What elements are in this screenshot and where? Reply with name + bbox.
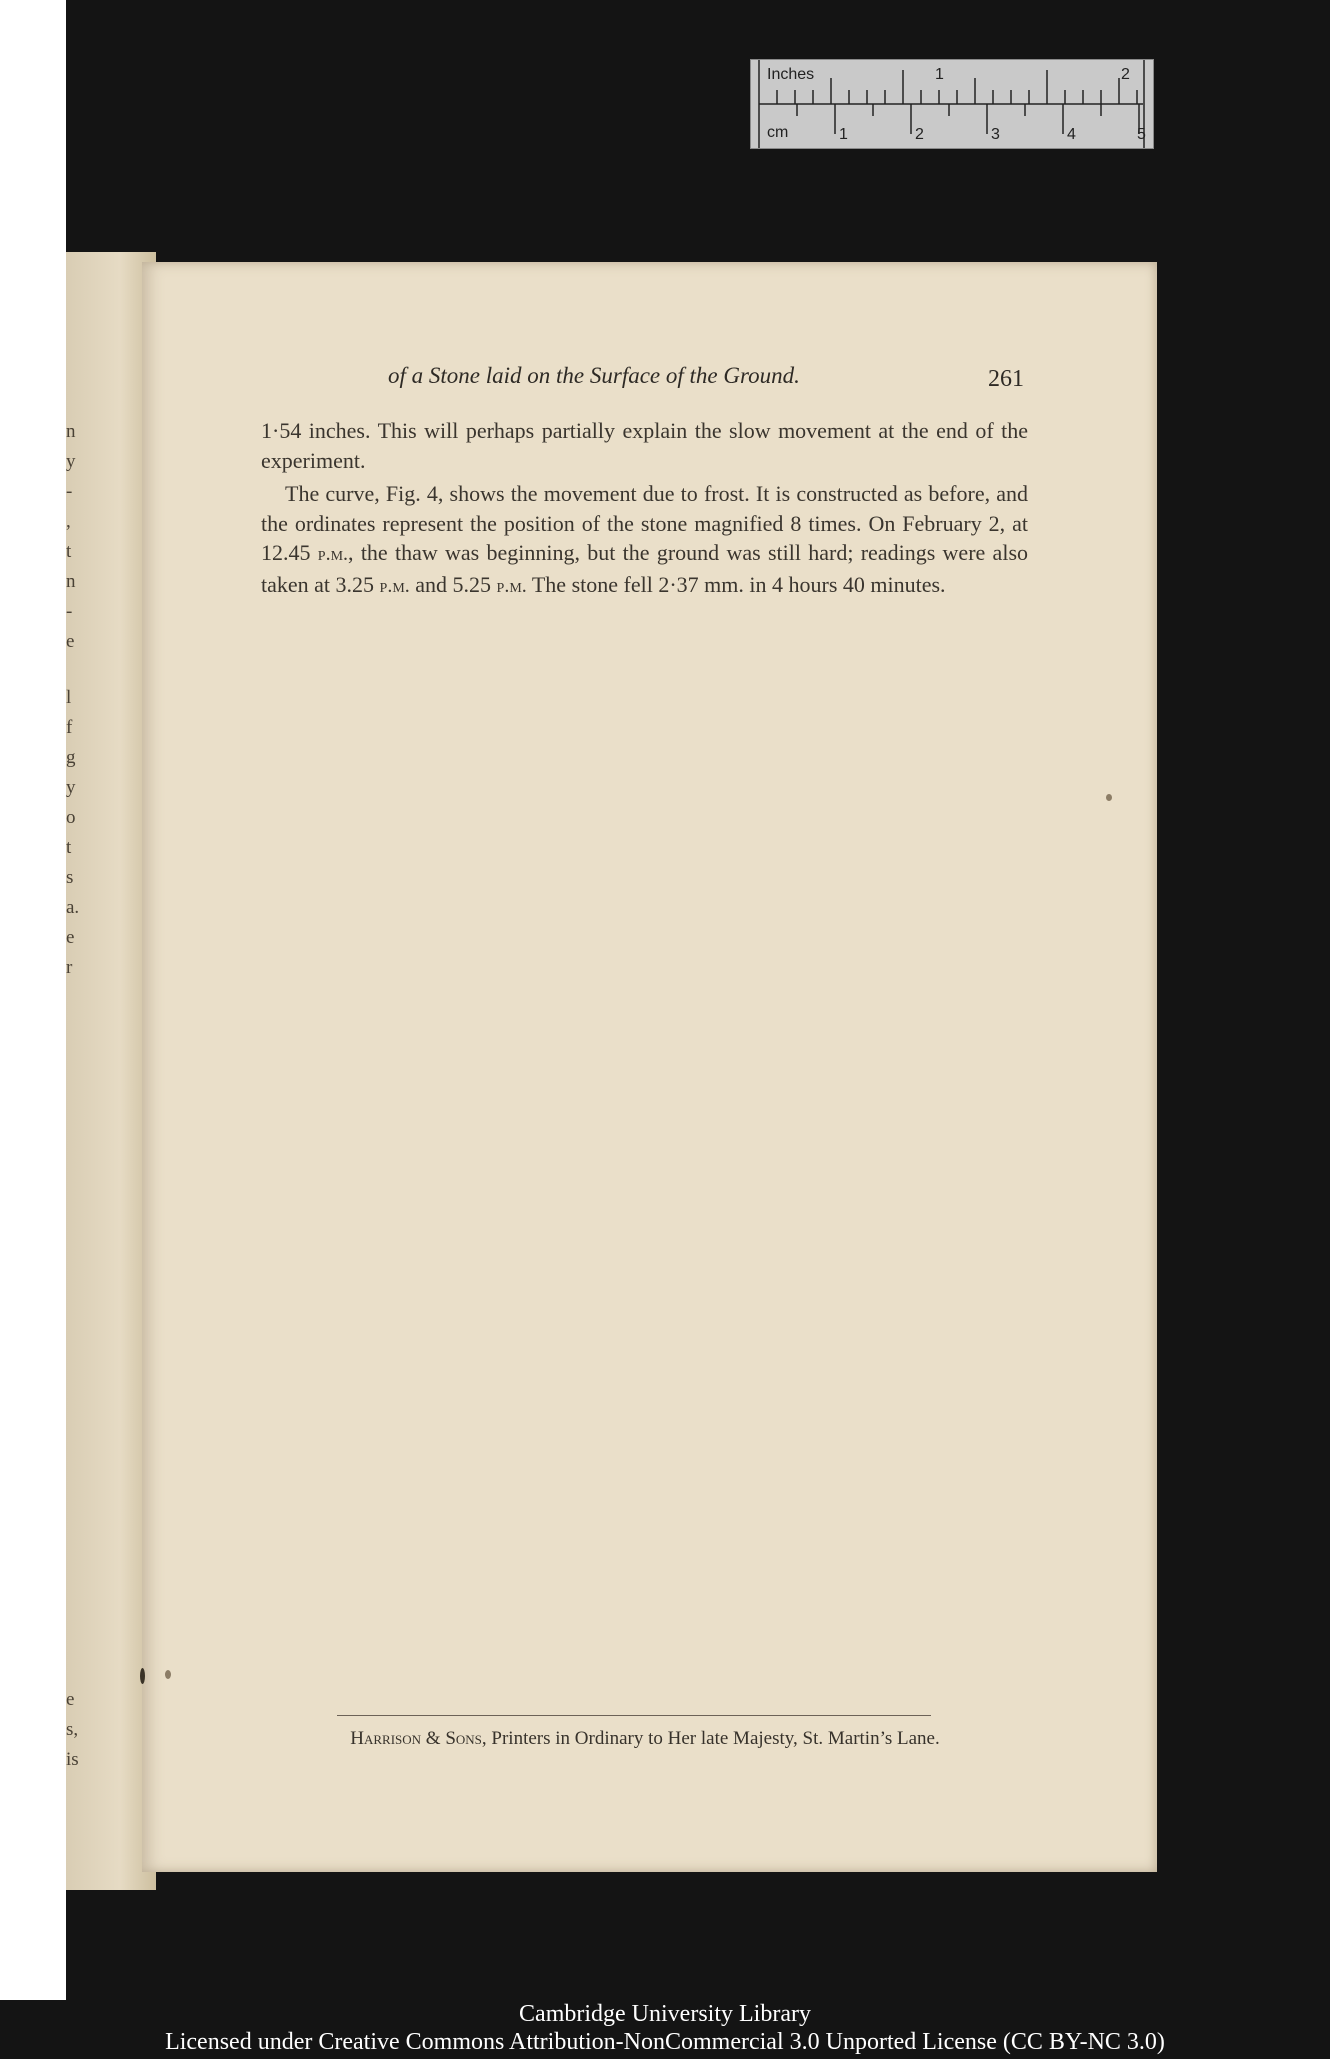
printer-imprint	[265, 1728, 1025, 1750]
prev-letter: l	[66, 687, 72, 708]
binding-hole	[140, 1668, 145, 1684]
ruler-cm-number: 5	[1137, 126, 1146, 143]
printer-name: Harrison & Sons	[350, 1728, 482, 1749]
prev-letter: s,	[66, 1719, 79, 1740]
text-run: The curve, Fig. 4, shows the movement due to frost. It is constructed as before, and the ordinates represent the position of the stone magnified 8 times. On February 2, at 12.45	[261, 481, 1028, 565]
pm-abbreviation: p.m.	[379, 574, 410, 597]
scale-ruler	[750, 59, 1154, 149]
ruler-cm-number: 4	[1067, 126, 1076, 143]
text-run: and 5.25	[409, 571, 492, 597]
prev-letter: f	[66, 717, 73, 738]
pm-abbreviation: p.m.	[317, 543, 349, 565]
ruler-inch-number: 2	[1121, 66, 1130, 83]
prev-letter: -	[66, 601, 73, 622]
pm-abbreviation: p.m.	[496, 574, 527, 597]
footer-rule	[337, 1715, 931, 1716]
body-text	[261, 416, 1028, 601]
prev-letter: n	[66, 571, 76, 592]
prev-letter: n	[66, 421, 76, 442]
prev-letter: is	[66, 1749, 79, 1770]
paper-spot	[1106, 794, 1112, 801]
prev-letter: y	[66, 451, 76, 472]
printer-details: , Printers in Ordinary to Her late Majesty, St. Martin’s Lane.	[481, 1728, 940, 1749]
page-number: 261	[988, 366, 1024, 392]
prev-letter: t	[66, 837, 72, 858]
credit-license: Licensed under Creative Commons Attribution-NonCommercial 3.0 Unported License (CC BY-NC 3.0)	[165, 2029, 1165, 2055]
paper-spot	[165, 1670, 171, 1679]
paragraph	[261, 479, 1028, 601]
prev-letter: e	[66, 927, 75, 948]
ruler-cm-number: 3	[991, 126, 1000, 143]
ruler-cm-number: 1	[839, 126, 848, 143]
text-run: , the thaw was beginning, but the ground was still hard; readings were also taken at 3.25	[261, 540, 1029, 597]
ruler-inch-number: 1	[935, 66, 944, 83]
prev-letter: o	[66, 807, 76, 828]
paragraph: 1·54 inches. This will perhaps partially explain the slow movement at the end of the experiment.	[261, 418, 1028, 473]
credit-banner	[0, 2000, 1330, 2059]
ruler-cm-label: cm	[767, 124, 789, 141]
prev-letter: r	[66, 957, 73, 978]
ruler-cm-number: 2	[915, 126, 924, 143]
running-head: of a Stone laid on the Surface of the Ground.	[388, 363, 800, 388]
prev-letter: y	[66, 777, 76, 798]
prev-letter: s	[66, 867, 74, 888]
prev-letter: -	[66, 481, 73, 502]
prev-letter: g	[66, 747, 76, 768]
credit-library: Cambridge University Library	[519, 2001, 811, 2027]
ruler-inches-label: Inches	[767, 66, 815, 83]
prev-letter: t	[66, 541, 72, 562]
prev-letter: ,	[66, 511, 71, 532]
prev-letter: e	[66, 1689, 75, 1710]
text-run: The stone fell 2·37 mm. in 4 hours 40 minutes.	[526, 571, 946, 597]
left-margin-strip	[0, 0, 66, 2000]
prev-letter: e	[66, 631, 75, 652]
prev-letter: a.	[66, 897, 80, 918]
